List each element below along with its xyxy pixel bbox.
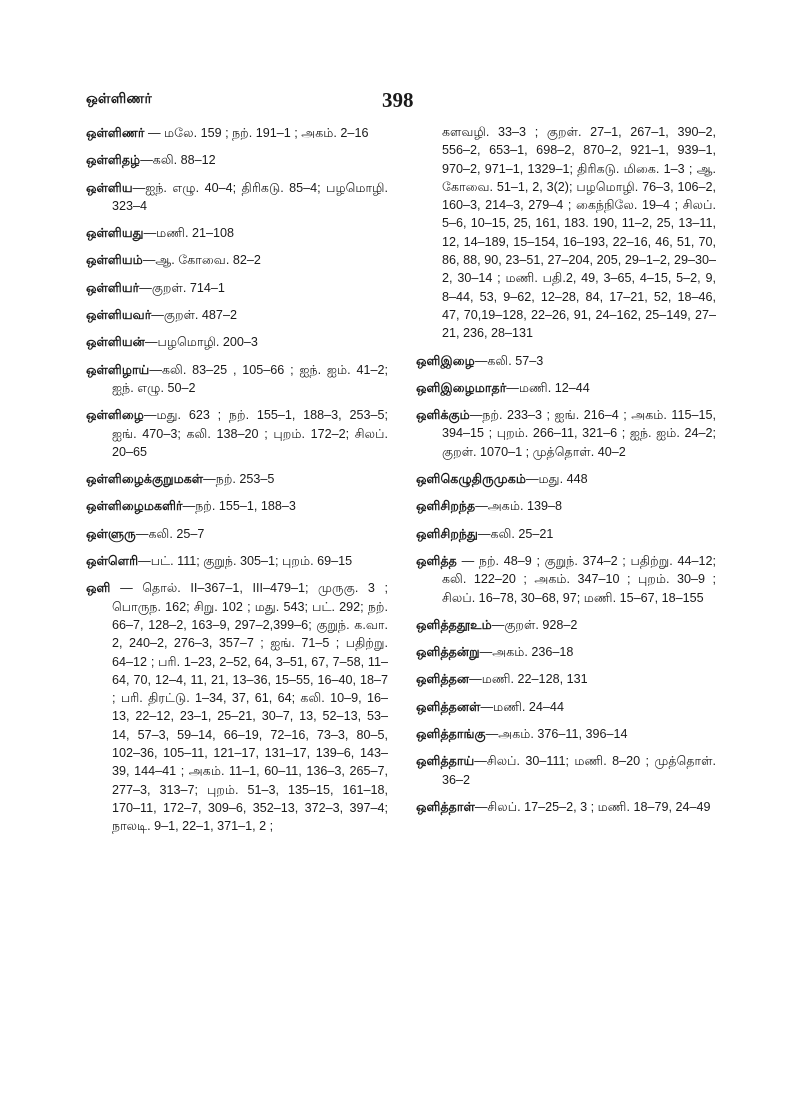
index-entry <box>416 525 716 543</box>
index-entry <box>416 616 716 634</box>
index-entry <box>416 725 716 743</box>
entry-headword: ஒள்ளிய <box>86 179 133 195</box>
index-entry <box>86 552 388 570</box>
entry-references: —கலி. 83–25 , 105–66 ; ஐந். ஐம். 41–2; ஐந். எழு. 50–2 <box>112 362 388 395</box>
entry-references: —கலி. 25–21 <box>477 526 554 541</box>
entry-continuation <box>416 123 716 343</box>
entry-headword: ஒளித்தனள் <box>416 698 481 714</box>
entry-headword: ஒள்ளிழைமகளிர் <box>86 498 183 514</box>
index-entry <box>86 179 388 216</box>
index-entry <box>86 406 388 461</box>
entry-references: —குறள். 714–1 <box>139 280 225 295</box>
running-head: ஒள்ளிணர் <box>86 91 152 107</box>
entry-references: —சிலப். 30–111; மணி. 8–20 ; முத்தொள். 36–2 <box>442 754 716 787</box>
entry-headword: ஒளித்தாய் <box>416 753 475 769</box>
index-entry <box>416 798 716 816</box>
entry-references: —மணி. 24–44 <box>480 699 564 714</box>
entry-references: — மலே. 159 ; நற். 191–1 ; அகம். 2–16 <box>144 126 369 140</box>
entry-references: களவழி. 33–3 ; குறள். 27–1, 267–1, 390–2, 556–2, 653–1, 698–2, 870–2, 921–1, 939–1, 970–2, 971–1, 1329–1; திரிகடு. மிகை. 1–3 ; ஆ. கோவை. 51–1, 2, 3(2); பழமொழி. 76–3, 106–2, 160–3, 214–3, 279–4 ; கைந்நிலே. 19–4 ; சிலப். 5–6, 10–15, 25, 161, 183. 190, 11–2, 25, 13–11, 12, 14–189, 15–154, 16–193, 22–16, 46, 51, 70, 86, 88, 90, 23–51, 27–204, 205, 29–1–2, 29–30–2, 30–14 ; மணி. பதி.2, 49, 3–65, 4–15, 5–2, 9, 8–44, 53, 9–62, 12–28, 84, 17–21, 52, 18–46, 47, 70,19–128, 22–26, 91, 24–162, 25–149, 27–21, 236, 28–131 <box>442 125 716 341</box>
entry-headword: ஒளிசிறந்து <box>416 525 478 541</box>
page-number: 398 <box>382 88 414 112</box>
index-entry <box>416 670 716 688</box>
entry-references: —மது. 448 <box>525 472 588 487</box>
entry-headword: ஒளிசிறந்த <box>416 498 476 514</box>
entry-references: —அகம். 139–8 <box>475 499 563 514</box>
entry-headword: ஒள்ளியம் <box>86 252 143 268</box>
entry-headword: ஒள்ளுரு <box>86 525 136 541</box>
index-entry <box>416 752 716 789</box>
entry-headword: ஒள்ளிழாய் <box>86 361 150 377</box>
index-entry <box>86 279 388 297</box>
index-entry <box>416 379 716 397</box>
entry-references: —குறள். 487–2 <box>151 308 237 323</box>
index-entry <box>416 470 716 488</box>
entry-references: —நற். 233–3 ; ஐங். 216–4 ; அகம். 115–15, 394–15 ; புறம். 266–11, 321–6 ; ஐந். ஐம். 24–2; குறள். 1070–1 ; முத்தொள். 40–2 <box>442 408 716 459</box>
index-entry <box>86 306 388 324</box>
index-entry <box>86 579 388 835</box>
entry-headword: ஒளிகெழுதிருமுகம் <box>416 471 526 487</box>
entry-references: —நற். 253–5 <box>203 472 275 487</box>
index-entry <box>86 361 388 398</box>
entry-headword: ஒள்ளெரி <box>86 553 139 569</box>
index-entry <box>86 124 388 142</box>
entry-references: —நற். 155–1, 188–3 <box>182 499 296 514</box>
entry-headword: ஒள்ளிணர் <box>86 125 145 140</box>
entry-references: —பழமொழி. 200–3 <box>144 335 258 350</box>
index-entry <box>86 497 388 515</box>
entry-headword: ஒள்ளியவர் <box>86 307 152 323</box>
entry-references: —மணி. 12–44 <box>506 380 590 395</box>
entry-headword: ஒளிஇழைமாதர் <box>416 379 507 395</box>
entry-headword: ஒளிக்கும் <box>416 407 470 423</box>
left-column <box>86 124 388 845</box>
entry-headword: ஒளி <box>86 580 111 596</box>
index-entry <box>86 251 388 269</box>
entry-headword: ஒள்ளிழை <box>86 407 144 423</box>
index-entry <box>416 552 716 607</box>
entry-headword: ஒளித்தாங்கு <box>416 726 486 742</box>
entry-headword: ஒள்ளியர் <box>86 279 140 295</box>
entry-references: —சிலப். 17–25–2, 3 ; மணி. 18–79, 24–49 <box>474 799 711 814</box>
entry-references: — நற். 48–9 ; குறுந். 374–2 ; பதிற்று. 44–12; கலி. 122–20 ; அகம். 347–10 ; புறம். 30–9 ; சிலப். 16–78, 30–68, 97; மணி. 15–67, 18–155 <box>442 553 716 605</box>
entry-references: —ஐந். எழு. 40–4; திரிகடு. 85–4; பழமொழி. 323–4 <box>112 180 388 213</box>
entry-headword: ஒளித்ததூஉம் <box>416 616 492 632</box>
entry-references: —அகம். 376–11, 396–14 <box>485 727 628 742</box>
index-entry <box>86 151 388 169</box>
entry-headword: ஒளித்தன <box>416 671 470 687</box>
index-entry <box>416 643 716 661</box>
entry-references: —கலி. 57–3 <box>474 353 544 368</box>
entry-references: —கலி. 88–12 <box>140 153 216 168</box>
entry-headword: ஒள்ளியது <box>86 225 144 241</box>
entry-headword: ஒளித்தாள் <box>416 798 475 814</box>
entry-headword: ஒளித்த <box>416 552 457 568</box>
index-entry <box>416 352 716 370</box>
entry-references: —குறள். 928–2 <box>491 617 578 632</box>
right-column <box>416 123 716 825</box>
index-entry <box>86 224 388 242</box>
entry-references: — தொல். II–367–1, III–479–1; முருகு. 3 ; பொருந. 162; சிறு. 102 ; மது. 543; பட். 292; நற். 66–7, 128–2, 163–9, 297–2,399–6; குறுந். க.வா. 2, 240–2, 276–3, 357–7 ; ஐங். 71–5 ; பதிற்று. 64–12 ; பரி. 1–23, 2–52, 64, 3–51, 67, 7–58, 11–64, 70, 12–4, 11, 21, 13–36, 15–55, 16–40, 18–7 ; பரி. திரட்டு. 1–34, 37, 61, 64; கலி. 10–9, 16–13, 22–12, 23–1, 25–21, 30–7, 13, 52–13, 53–14, 57–3, 59–14, 66–19, 72–16, 73–3, 80–5, 102–36, 105–11, 121–17, 131–17, 139–6, 143–39, 144–41 ; அகம். 11–1, 60–11, 136–3, 265–7, 277–3, 313–7; புறம். 51–3, 135–15, 161–18, 170–11, 172–7, 309–6, 352–13, 372–3, 397–4; நாலடி. 9–1, 22–1, 371–1, 2 ; <box>110 581 388 834</box>
entry-references: —அகம். 236–18 <box>479 645 574 660</box>
entry-headword: ஒள்ளிழைக்குறுமகள் <box>86 471 204 487</box>
index-entry <box>416 497 716 515</box>
entry-references: —மணி. 22–128, 131 <box>469 672 588 687</box>
entry-references: —மணி. 21–108 <box>143 226 235 241</box>
index-entry <box>416 698 716 716</box>
index-entry <box>86 470 388 488</box>
entry-references: —பட். 111; குறுந். 305–1; புறம். 69–15 <box>138 554 353 569</box>
entry-references: —ஆ. கோவை. 82–2 <box>142 253 261 268</box>
entry-headword: ஒள்ளியன் <box>86 334 145 350</box>
index-entry <box>416 406 716 461</box>
entry-headword: ஒள்ளிதழ் <box>86 152 141 168</box>
entry-headword: ஒளிஇழை <box>416 352 475 368</box>
index-entry <box>86 333 388 351</box>
entry-references: —கலி. 25–7 <box>135 526 205 541</box>
index-entry <box>86 525 388 543</box>
entry-headword: ஒளித்தன்று <box>416 644 480 660</box>
entry-references: —மது. 623 ; நற். 155–1, 188–3, 253–5; ஐங். 470–3; கலி. 138–20 ; புறம். 172–2; சிலப். 20–65 <box>112 408 388 459</box>
